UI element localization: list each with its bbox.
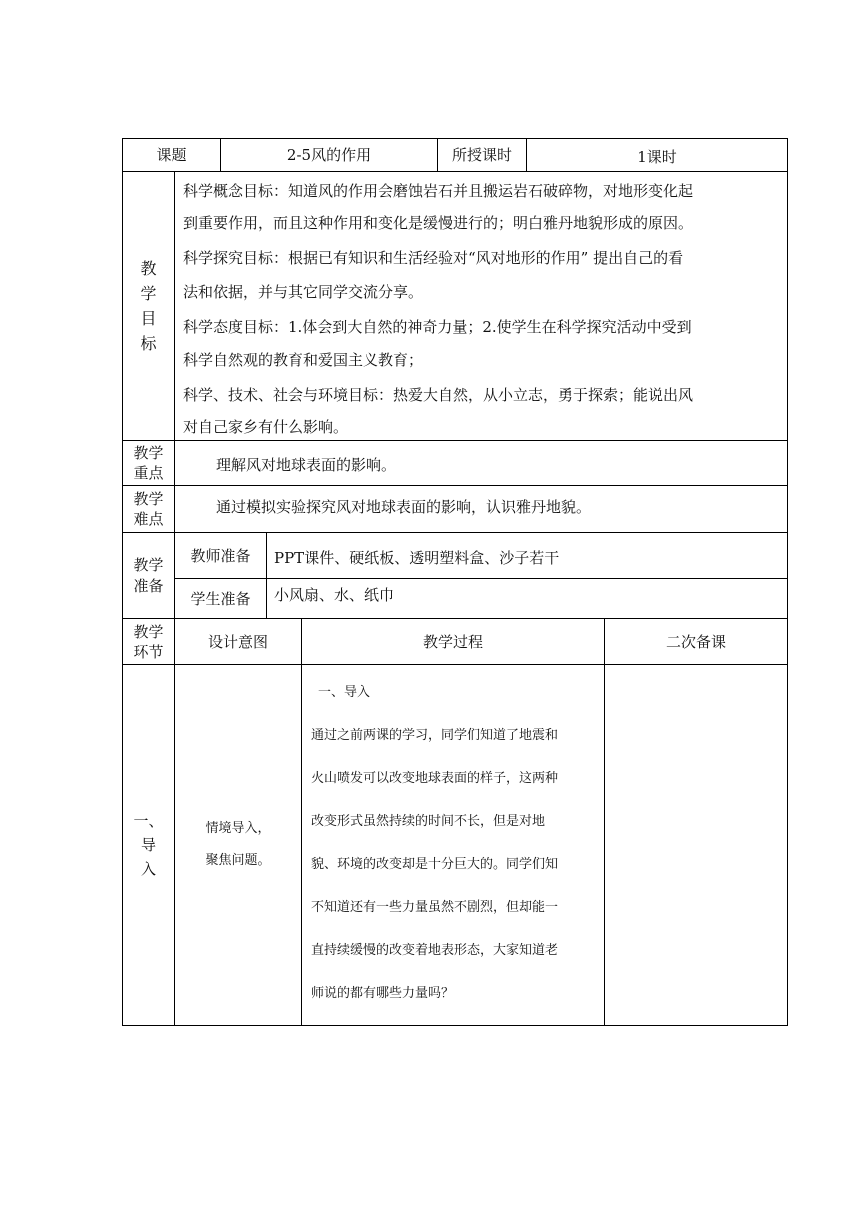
- table-border: [122, 1025, 788, 1026]
- objectives-label-char: 教: [140, 259, 157, 278]
- student-prep-label: 学生准备: [190, 589, 251, 608]
- intro-process-title: 一、导入: [318, 685, 371, 700]
- preparation-label-line: 准备: [133, 576, 164, 595]
- objective-line: 科学、技术、社会与环境目标：热爱大自然，从小立志，勇于探索；能说出风: [183, 386, 694, 404]
- intro-process-line: 师说的都有哪些力量吗？: [311, 986, 455, 1001]
- intro-intent-line: 情境导入，: [205, 821, 271, 836]
- stage-header: [123, 619, 174, 664]
- stage-header-line: 教学: [133, 622, 164, 641]
- student-prep-text: 小风扇、水、纸巾: [274, 586, 395, 604]
- objective-line: 科学态度目标：1.体会到大自然的神奇力量；2.使学生在科学探究活动中受到: [183, 318, 692, 336]
- table-border: [122, 440, 788, 441]
- key-point-label-line: 教学: [133, 444, 164, 462]
- intent-header: 设计意图: [207, 632, 268, 651]
- key-point-text: 理解风对地球表面的影响。: [216, 456, 397, 474]
- hours-value: 1课时: [637, 148, 677, 166]
- table-border: [787, 138, 788, 1026]
- intro-process-line: 不知道还有一些力量虽然不剧烈，但却能一: [311, 900, 559, 915]
- intro-process-line: 火山喷发可以改变地球表面的样子，这两种: [311, 771, 559, 786]
- intro-process-line: 改变形式虽然持续的时间不长，但是对地: [311, 814, 546, 829]
- objective-line: 法和依据，并与其它同学交流分享。: [183, 283, 424, 301]
- table-border: [266, 532, 267, 619]
- objectives-label-char: 标: [140, 334, 157, 353]
- table-border: [301, 618, 302, 1026]
- intro-stage-char: 一、: [133, 812, 164, 830]
- intro-process-line: 直持续缓慢的改变着地表形态，大家知道老: [311, 943, 559, 958]
- objectives-label: [123, 172, 174, 440]
- process-header: 教学过程: [422, 632, 483, 651]
- topic-value: 2-5风的作用: [286, 146, 372, 164]
- teacher-prep-text: PPT课件、硬纸板、透明塑料盒、沙子若干: [274, 549, 560, 567]
- preparation-label-line: 教学: [133, 555, 164, 574]
- hours-label: 所授课时: [451, 146, 512, 164]
- objective-line: 对自己家乡有什么影响。: [183, 418, 349, 436]
- intro-intent: [175, 665, 301, 1025]
- objectives-label-char: 学: [140, 284, 157, 303]
- topic-label: 课题: [156, 146, 187, 164]
- key-point-label: [123, 441, 174, 485]
- second-prep-header: 二次备课: [665, 632, 726, 651]
- intro-stage-char: 导: [140, 836, 156, 854]
- table-border: [122, 485, 788, 486]
- difficulty-label-line: 难点: [133, 510, 164, 528]
- intro-second-prep: [605, 665, 787, 1025]
- difficulty-label: [123, 486, 174, 532]
- difficulty-text: 通过模拟实验探究风对地球表面的影响，认识雅丹地貌。: [216, 498, 592, 516]
- stage-header-line: 环节: [133, 642, 164, 661]
- intro-stage-char: 入: [140, 860, 156, 878]
- intro-stage: [123, 665, 174, 1025]
- intro-process-line: 通过之前两课的学习，同学们知道了地震和: [311, 728, 559, 743]
- key-point-label-line: 重点: [133, 464, 164, 482]
- objective-line: 科学概念目标：知道风的作用会磨蚀岩石并且搬运岩石破碎物，对地形变化起: [183, 182, 694, 200]
- teacher-prep-label: 教师准备: [190, 546, 251, 565]
- objective-line: 科学自然观的教育和爱国主义教育；: [183, 351, 424, 369]
- objective-line: 到重要作用，而且这种作用和变化是缓慢进行的；明白雅丹地貌形成的原因。: [183, 214, 694, 232]
- difficulty-label-line: 教学: [133, 490, 164, 508]
- intro-intent-line: 聚焦问题。: [205, 853, 271, 868]
- objective-line: 科学探究目标：根据已有知识和生活经验对“风对地形的作用” 提出自己的看: [183, 249, 684, 267]
- objectives-label-char: 目: [140, 309, 157, 328]
- intro-process-line: 貌、环境的改变却是十分巨大的。同学们知: [311, 857, 559, 872]
- preparation-label: [123, 533, 174, 618]
